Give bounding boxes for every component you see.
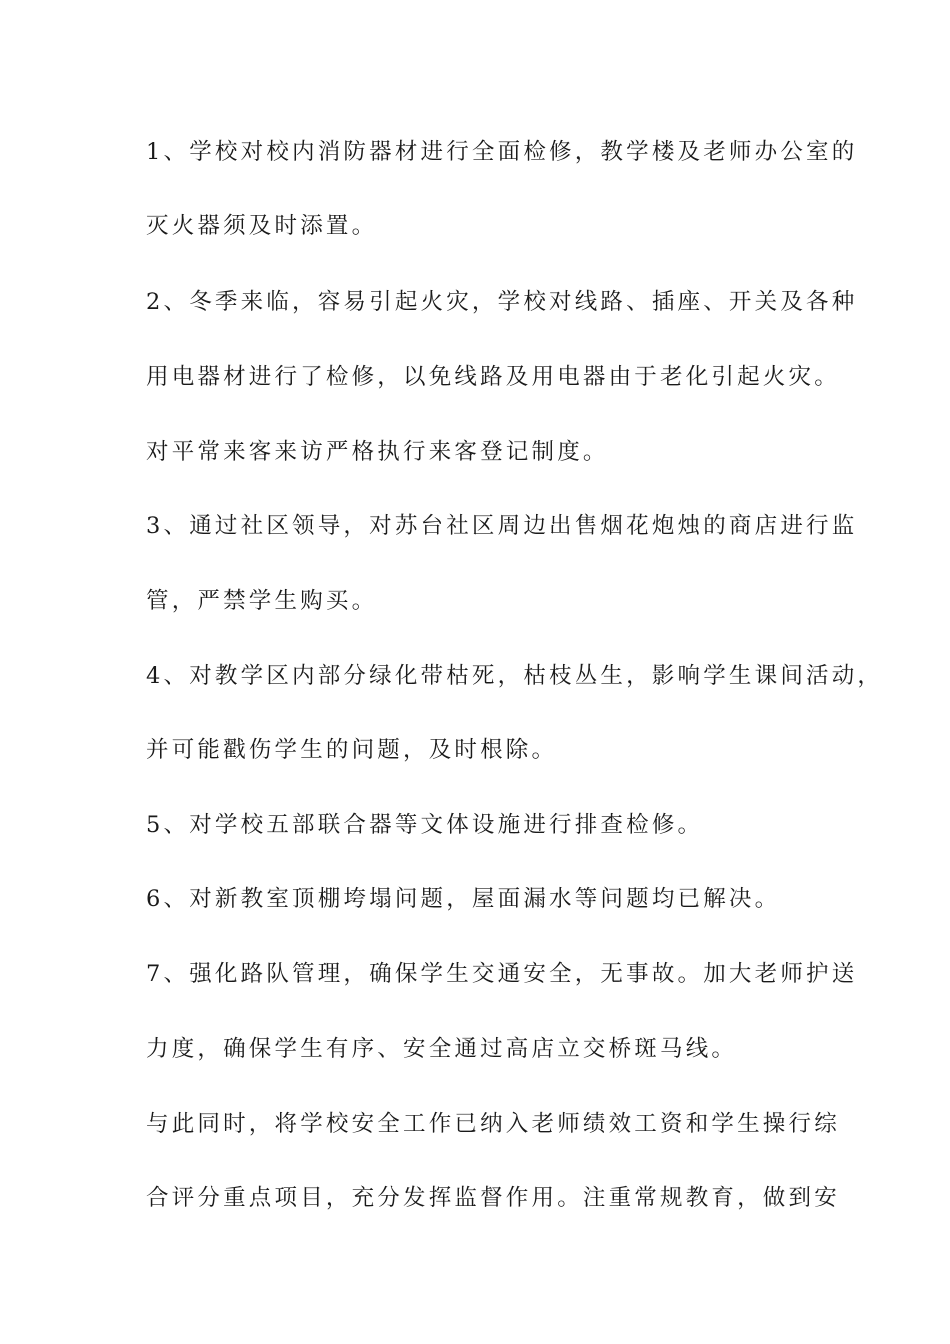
text-line: 4、对教学区内部分绿化带枯死，枯枝丛生，影响学生课间活动，: [146, 663, 884, 689]
text-line: 7、强化路队管理，确保学生交通安全，无事故。加大老师护送: [146, 961, 858, 987]
text-line: 力度，确保学生有序、安全通过高店立交桥斑马线。: [146, 1036, 738, 1062]
text-line: 管，严禁学生购买。: [146, 588, 378, 614]
text-line: 并可能戳伤学生的问题，及时根除。: [146, 737, 558, 763]
text-line: 用电器材进行了检修，以免线路及用电器由于老化引起火灾。: [146, 364, 840, 390]
text-line: 2、冬季来临，容易引起火灾，学校对线路、插座、开关及各种: [146, 289, 858, 315]
text-line: 3、通过社区领导，对苏台社区周边出售烟花炮烛的商店进行监: [146, 513, 858, 539]
text-line: 与此同时，将学校安全工作已纳入老师绩效工资和学生操行综: [146, 1111, 840, 1137]
text-line: 合评分重点项目，充分发挥监督作用。注重常规教育，做到安: [146, 1185, 840, 1211]
text-line: 5、对学校五部联合器等文体设施进行排查检修。: [146, 812, 704, 838]
text-line: 6、对新教室顶棚垮塌问题，屋面漏水等问题均已解决。: [146, 886, 781, 912]
text-line: 对平常来客来访严格执行来客登记制度。: [146, 439, 609, 465]
text-line: 1、学校对校内消防器材进行全面检修，教学楼及老师办公室的: [146, 139, 858, 165]
text-line: 灭火器须及时添置。: [146, 213, 378, 239]
